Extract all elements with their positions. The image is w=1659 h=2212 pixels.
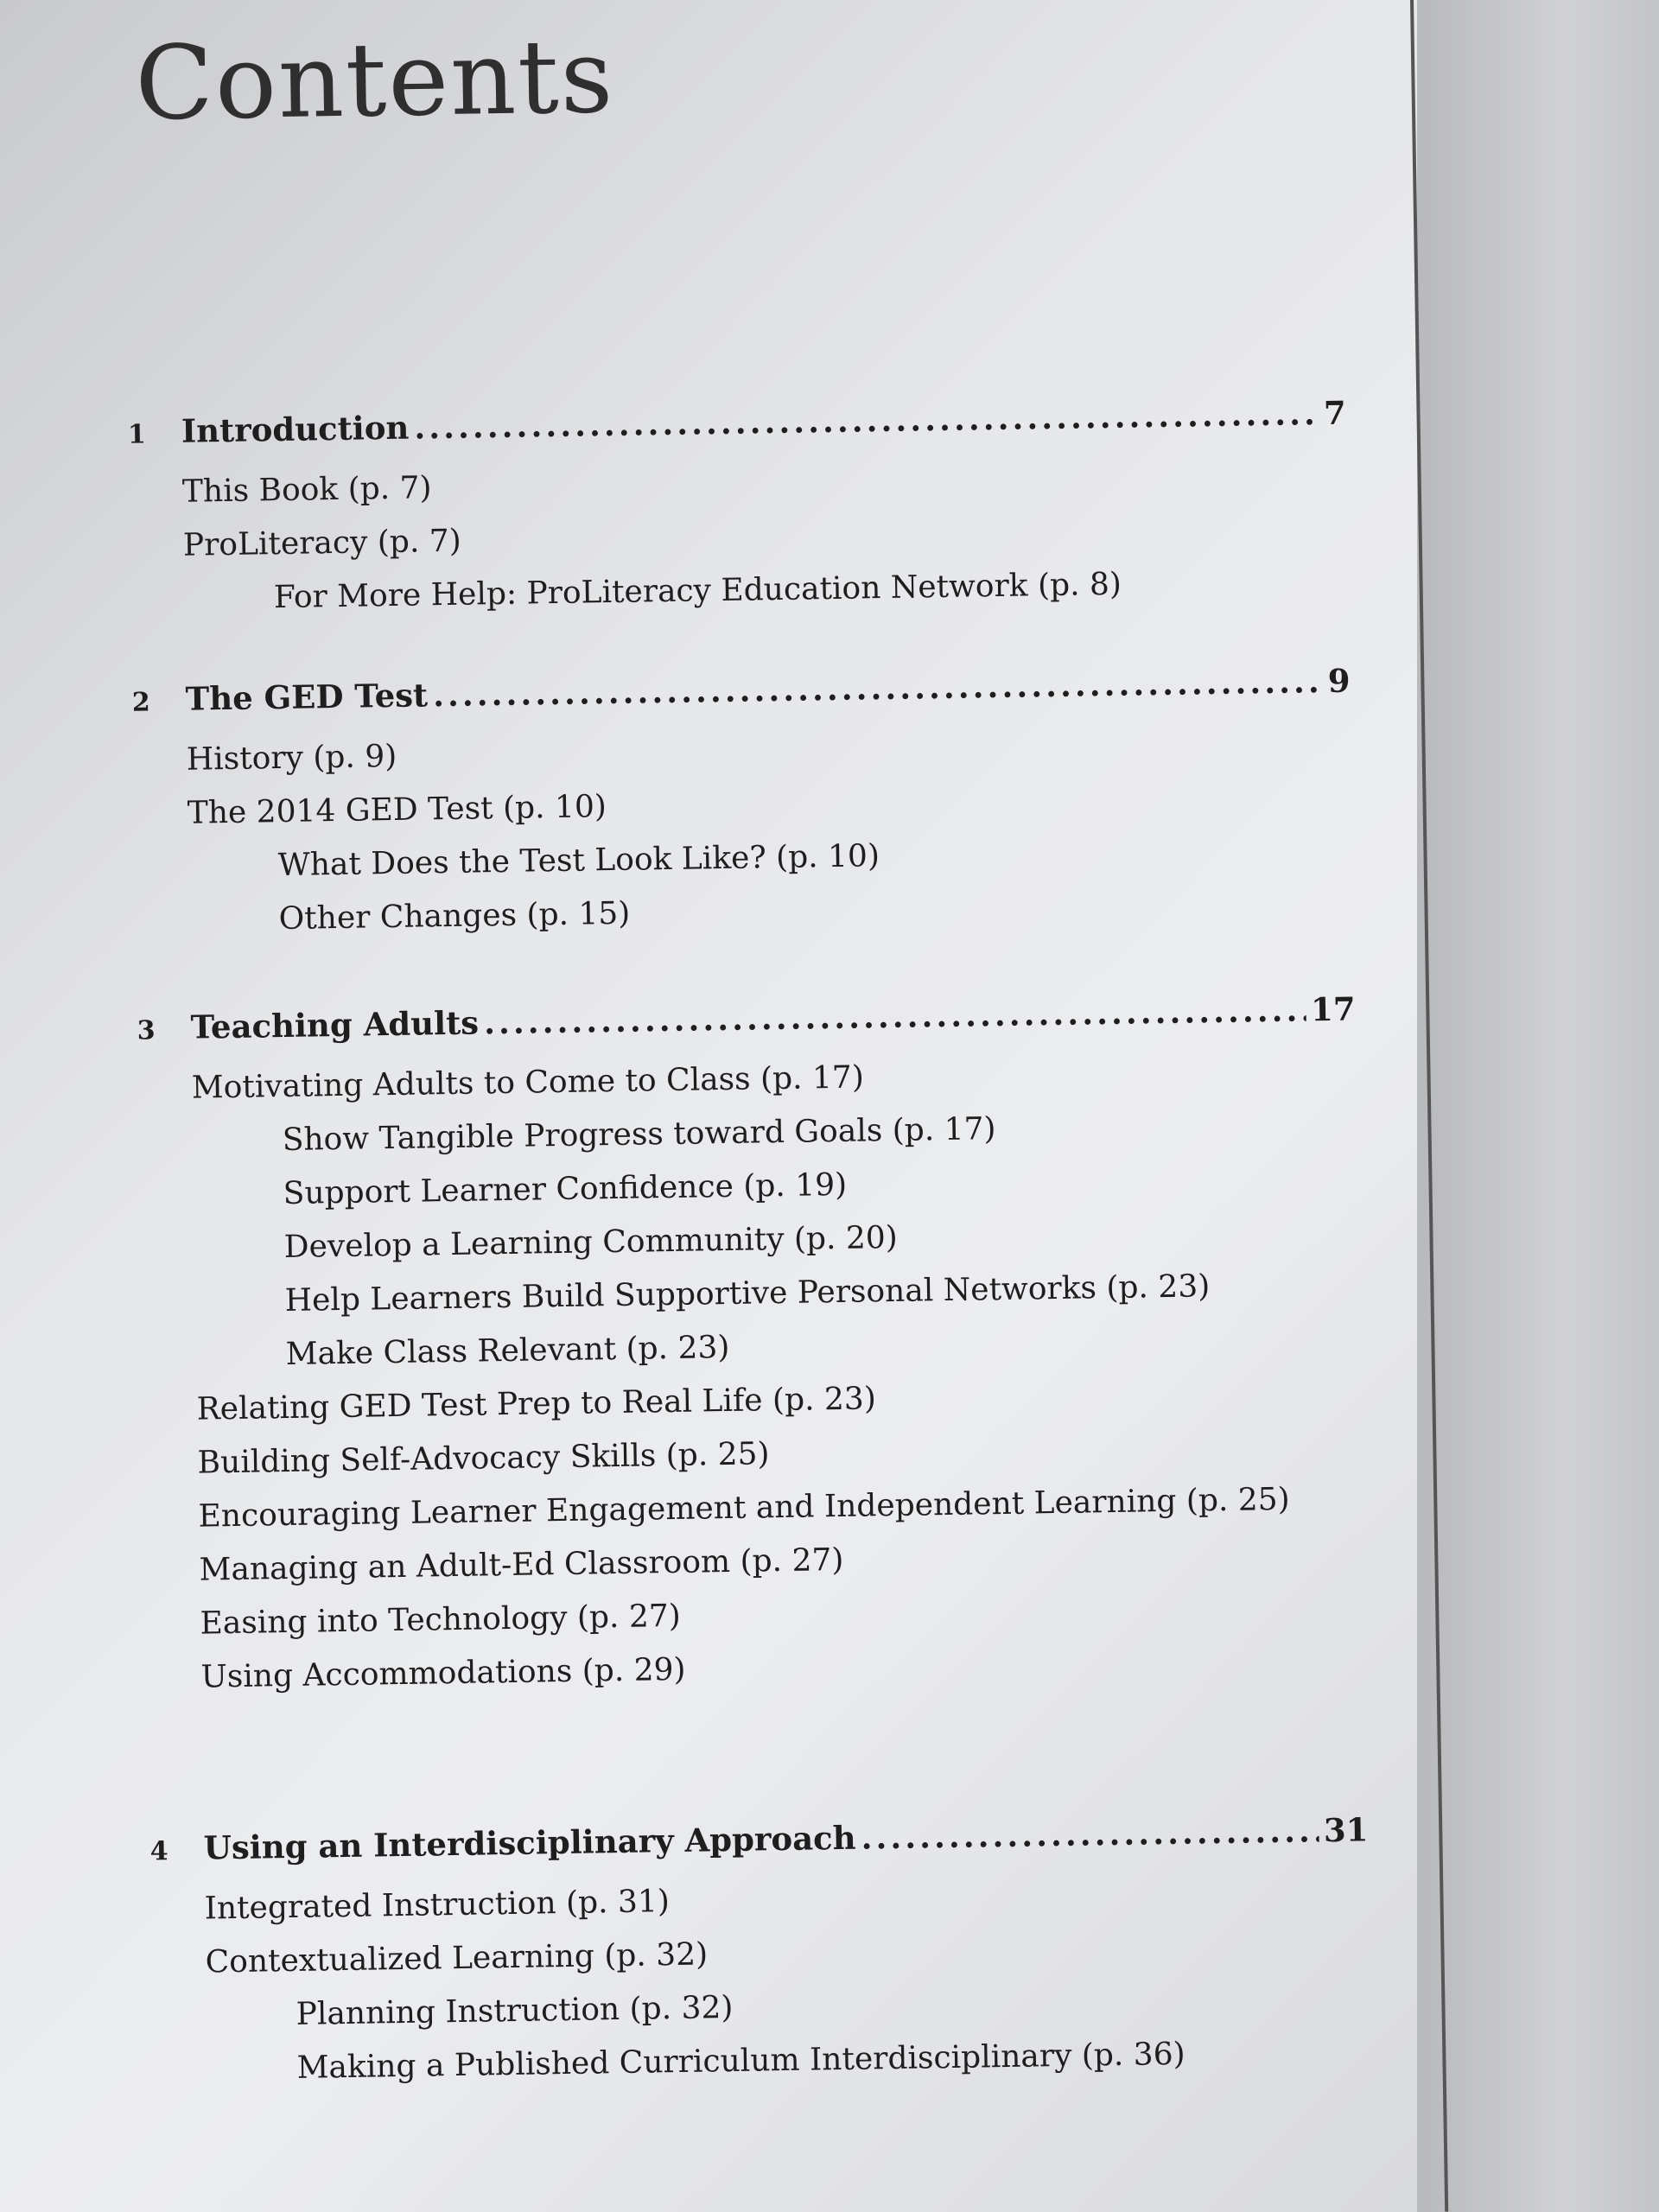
chapter-page-number: 31 xyxy=(1323,1810,1369,1850)
toc-entry[interactable]: Using Accommodations (p. 29) xyxy=(200,1651,686,1695)
chapter-number: 3 xyxy=(137,1015,156,1046)
chapter-title: The GED Test xyxy=(185,676,429,718)
toc-entry[interactable]: This Book (p. 7) xyxy=(181,470,432,510)
toc-subentry[interactable]: Planning Instruction (p. 32) xyxy=(296,1989,734,2032)
toc-subentry[interactable]: Show Tangible Progress toward Goals (p. 17) xyxy=(282,1111,996,1159)
dot-leader xyxy=(861,1811,1319,1856)
toc-entry[interactable]: Motivating Adults to Come to Class (p. 17) xyxy=(191,1059,865,1106)
toc-subentry[interactable]: Making a Published Curriculum Interdisciplinary (p. 36) xyxy=(296,2036,1185,2086)
toc-entry[interactable]: ProLiteracy (p. 7) xyxy=(182,523,462,563)
chapter-title: Using an Interdisciplinary Approach xyxy=(203,1818,856,1867)
toc-entry[interactable]: Relating GED Test Prep to Real Life (p. 23) xyxy=(196,1381,877,1427)
toc-subentry[interactable]: Make Class Relevant (p. 23) xyxy=(285,1329,730,1372)
chapter-title: Introduction xyxy=(181,408,410,450)
toc-entry[interactable]: History (p. 9) xyxy=(186,738,397,778)
toc-entry[interactable]: Encouraging Learner Engagement and Independent Learning (p. 25) xyxy=(198,1481,1290,1535)
chapter-number: 2 xyxy=(131,687,150,718)
chapter-page-number: 7 xyxy=(1323,393,1347,432)
chapter-number: 4 xyxy=(149,1836,168,1867)
chapter-number: 1 xyxy=(127,419,147,450)
dot-leader xyxy=(414,394,1319,446)
toc-chapter xyxy=(149,1810,1372,2097)
toc-chapter xyxy=(137,990,1365,1706)
toc-subentry[interactable]: Support Learner Confidence (p. 19) xyxy=(283,1166,848,1212)
dot-leader xyxy=(484,990,1306,1041)
chapter-page-number: 9 xyxy=(1327,661,1351,700)
toc-entry[interactable]: Building Self-Advocacy Skills (p. 25) xyxy=(197,1436,770,1481)
chapter-title: Teaching Adults xyxy=(190,1003,480,1046)
page-edge-shadow xyxy=(1417,0,1659,2212)
toc-chapter xyxy=(128,394,1350,627)
toc-subentry[interactable]: Develop a Learning Community (p. 20) xyxy=(283,1219,899,1266)
toc-subentry[interactable]: Other Changes (p. 15) xyxy=(278,895,631,938)
toc-subentry[interactable]: Help Learners Build Supportive Personal Networks (p. 23) xyxy=(284,1268,1211,1319)
toc-entry[interactable]: Easing into Technology (p. 27) xyxy=(200,1598,682,1642)
toc-entry[interactable]: Contextualized Learning (p. 32) xyxy=(205,1936,709,1980)
toc-entry[interactable]: Integrated Instruction (p. 31) xyxy=(204,1884,671,1927)
dot-leader xyxy=(433,662,1323,714)
toc-entry[interactable]: Managing an Adult-Ed Classroom (p. 27) xyxy=(199,1541,844,1588)
page-title: Contents xyxy=(134,16,616,143)
chapter-page-number: 17 xyxy=(1310,989,1356,1029)
toc-chapter xyxy=(131,662,1354,949)
toc-subentry[interactable]: For More Help: ProLiteracy Education Network (p. 8) xyxy=(273,566,1122,616)
toc-entry[interactable]: The 2014 GED Test (p. 10) xyxy=(187,789,607,831)
toc-subentry[interactable]: What Does the Test Look Like? (p. 10) xyxy=(277,838,880,884)
